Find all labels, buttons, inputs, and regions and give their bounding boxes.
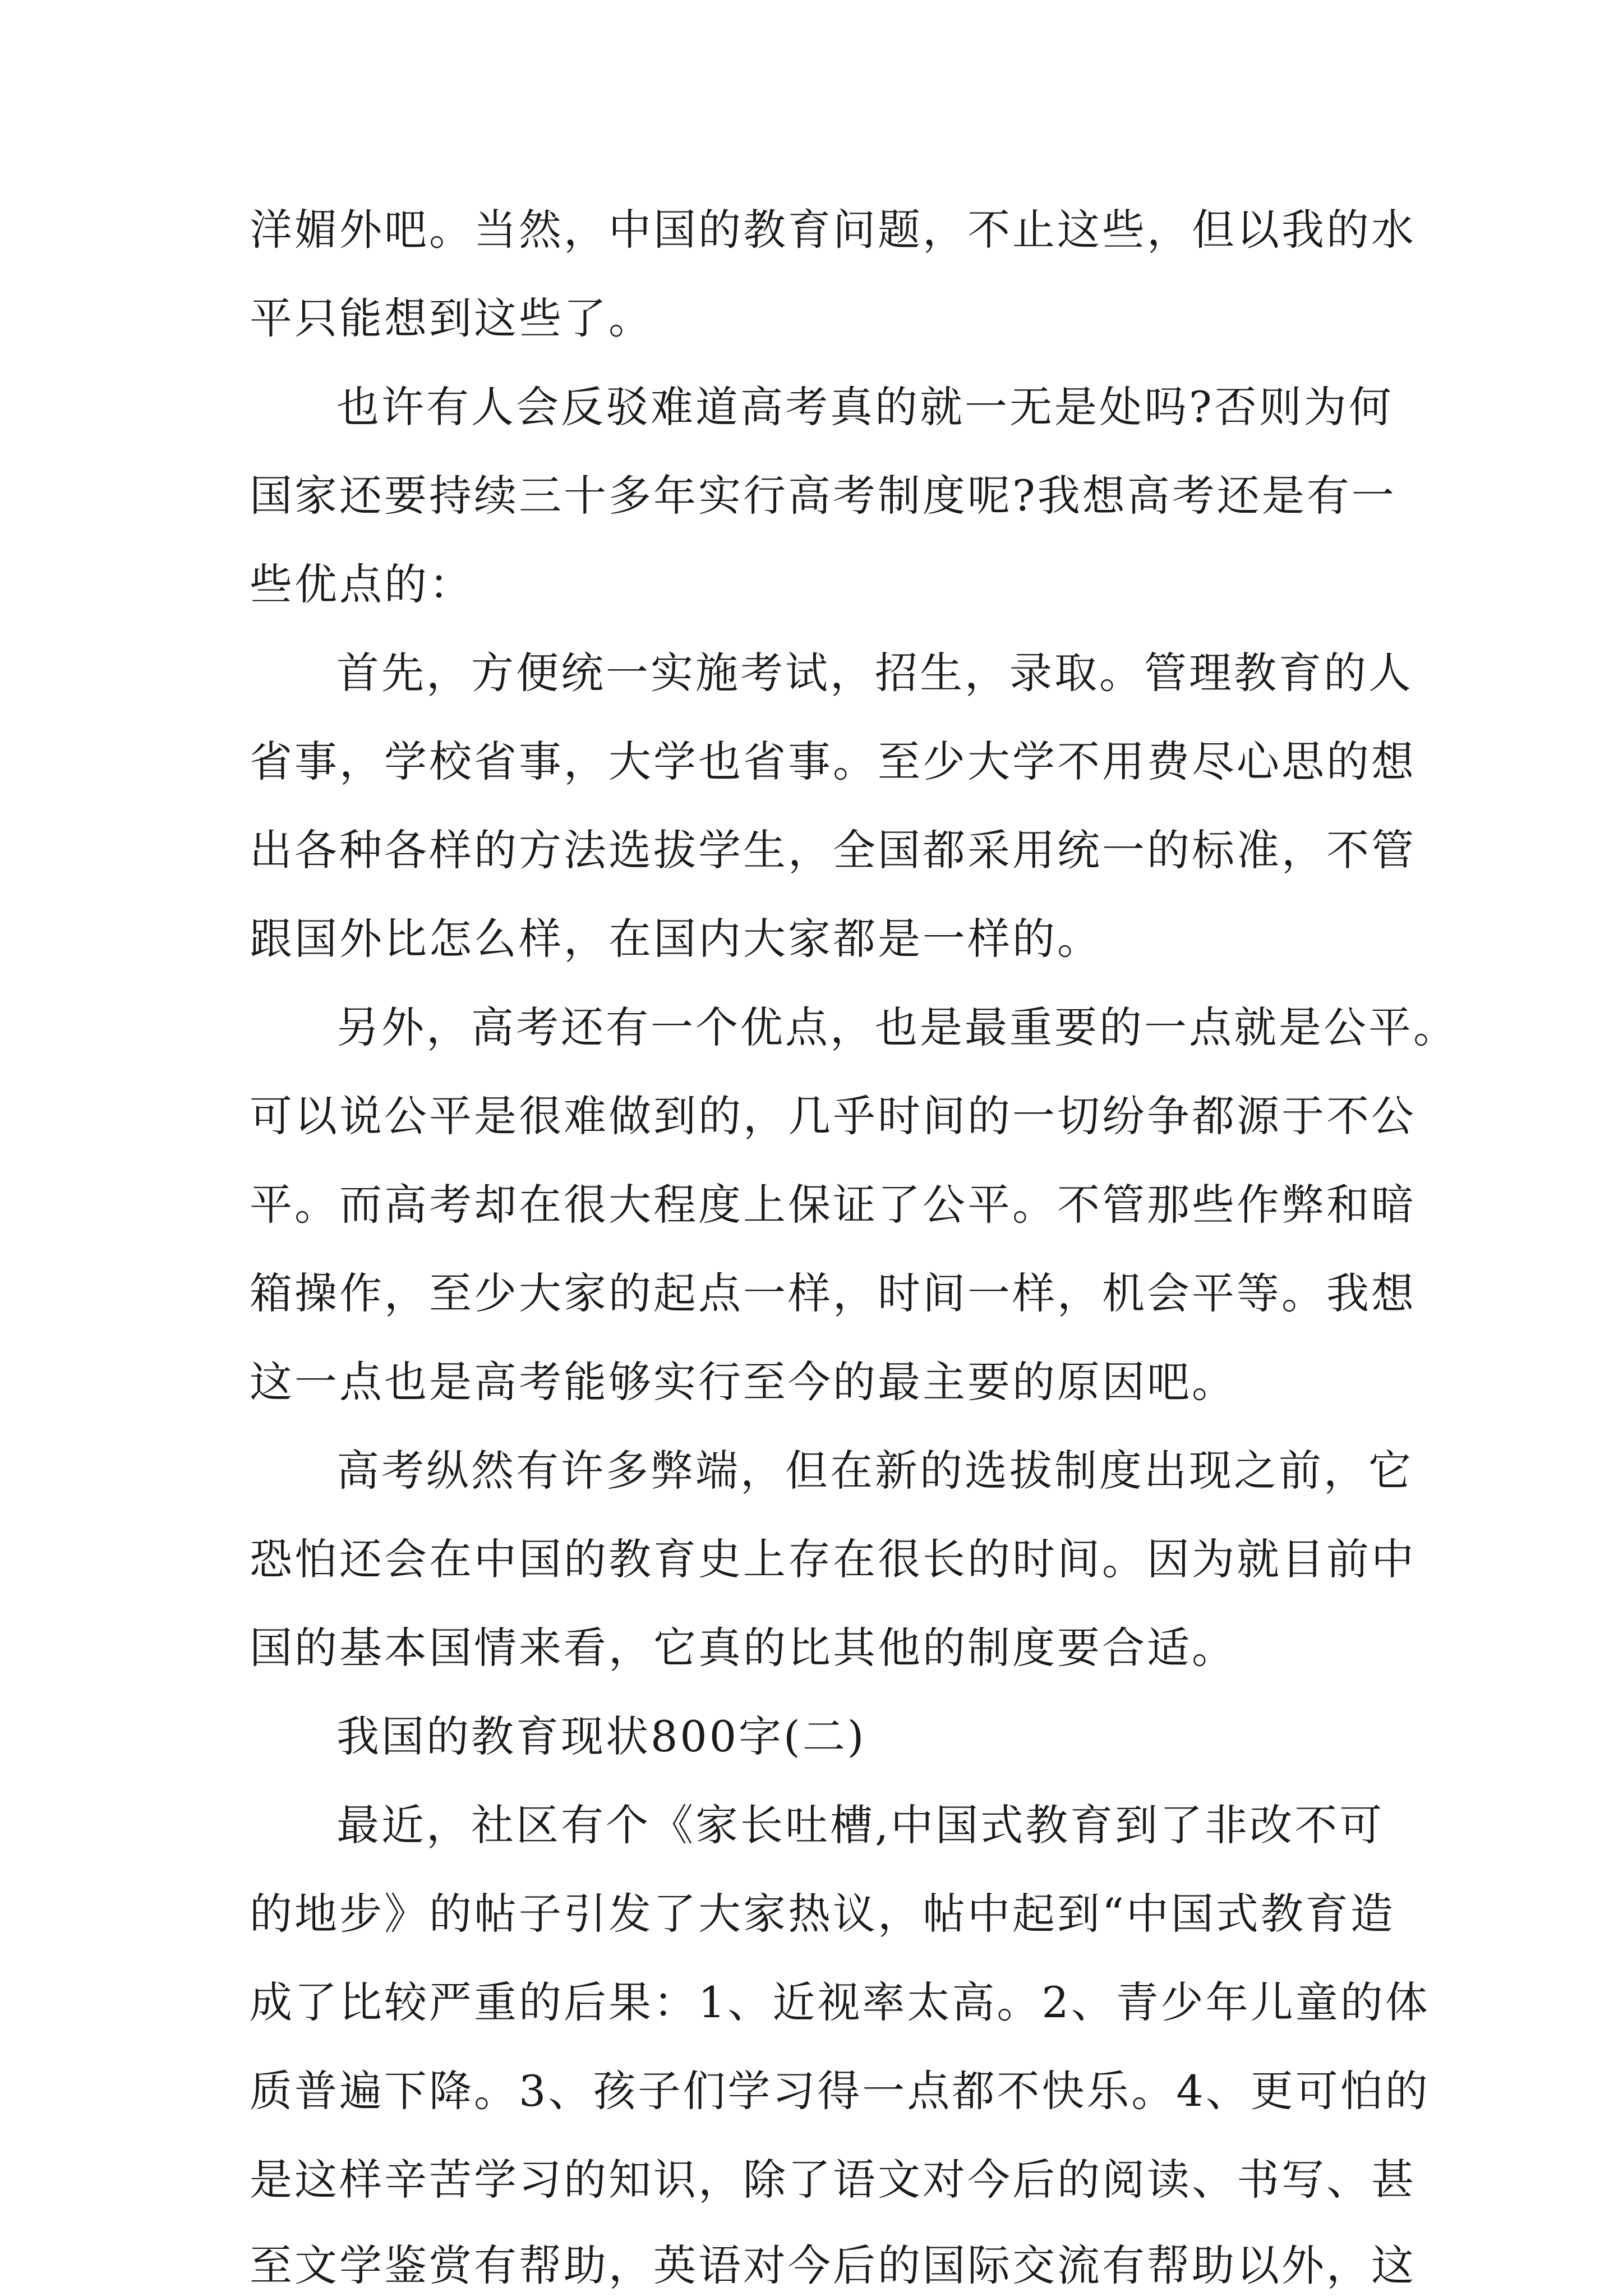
text-line: 国家还要持续三十多年实行高考制度呢?我想高考还是有一 (250, 471, 1396, 521)
paragraph-start-line: 最近，社区有个《家长吐槽,中国式教育到了非改不可 (336, 1800, 1385, 1850)
text-line: 省事，学校省事，大学也省事。至少大学不用费尽心思的想 (250, 737, 1416, 786)
text-line: 恐怕还会在中国的教育史上存在很长的时间。因为就目前中 (250, 1534, 1416, 1584)
text-line: 成了比较严重的后果：1、近视率太高。2、青少年儿童的体 (250, 1977, 1430, 2027)
text-line: 可以说公平是很难做到的，几乎时间的一切纷争都源于不公 (250, 1091, 1416, 1141)
text-line: 箱操作，至少大家的起点一样，时间一样，机会平等。我想 (250, 1268, 1416, 1318)
section-heading: 我国的教育现状800字(二) (336, 1711, 866, 1761)
paragraph-start-line: 另外，高考还有一个优点，也是最重要的一点就是公平。 (336, 1002, 1458, 1052)
text-line: 的地步》的帖子引发了大家热议，帖中起到“中国式教育造 (250, 1889, 1395, 1939)
text-line: 至文学鉴赏有帮助，英语对今后的国际交流有帮助以外，这 (250, 2240, 1416, 2290)
text-line: 质普遍下降。3、孩子们学习得一点都不快乐。4、更可怕的 (250, 2066, 1430, 2116)
text-line: 平只能想到这些了。 (250, 293, 653, 343)
text-line: 跟国外比怎么样，在国内大家都是一样的。 (250, 914, 1102, 964)
paragraph-start-line: 高考纵然有许多弊端，但在新的选拔制度出现之前，它 (336, 1446, 1413, 1496)
text-line: 些优点的： (250, 559, 474, 609)
paragraph-start-line: 也许有人会反驳难道高考真的就一无是处吗?否则为何 (336, 382, 1394, 432)
text-line: 是这样辛苦学习的知识，除了语文对今后的阅读、书写、甚 (250, 2155, 1416, 2205)
text-line: 这一点也是高考能够实行至今的最主要的原因吧。 (250, 1357, 1237, 1407)
text-line: 出各种各样的方法选拔学生，全国都采用统一的标准，不管 (250, 825, 1416, 875)
paragraph-start-line: 首先，方便统一实施考试，招生，录取。管理教育的人 (336, 648, 1413, 698)
text-line: 国的基本国情来看，它真的比其他的制度要合适。 (250, 1623, 1237, 1673)
text-line: 平。而高考却在很大程度上保证了公平。不管那些作弊和暗 (250, 1180, 1416, 1230)
text-line: 洋媚外吧。当然，中国的教育问题，不止这些，但以我的水 (250, 205, 1416, 255)
